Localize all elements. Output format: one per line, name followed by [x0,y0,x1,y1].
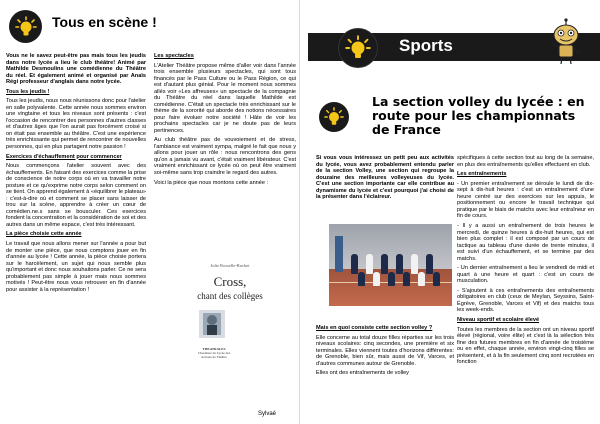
paragraph: Le travail que nous allons mener sur l'année a pour but de monter une pièce, que nous comptons jouer en fin d'année au lycée ! Cette année, la pièce choisie portera sur le harcèlement, un sujet qui nous semble plus qu'important et donc nous souhaitons parler. Ce ne sera probablement pas simple à jouer mais nous sommes motivés ! Peut-être nous vous retrouver en fin d'année pour assister à la représentation ! [6,241,146,293]
robot-mascot-icon [548,18,584,66]
player-figure [373,272,380,286]
player-figure [366,254,373,274]
book-publisher: THEATRALES l'Aventure de Lycée des Actions de Théâtre [197,347,231,359]
subheading: Les entraînements [457,171,507,178]
paragraph: Si vous vous intéressez un petit peu aux activités du lycée, vous avez probablement entendu parler de la section Volley, une section qui regroupe la douzaine des meilleures volleyeuses du lycée. C'est une section importante car elle contribue au dynamisme du lycée et c'est pourquoi j'ai choisi de la présenter dans l'éclaireur. [316,155,454,200]
paragraph: Voici la pièce que nous montons cette année : [154,179,269,186]
paragraph: - Un dernier entraînement a lieu le vendredi de midi et quart à une heure et quart : c'est un cours de musculation. [457,265,594,285]
player-figure [351,254,358,274]
paragraph: L'Atelier Théâtre propose même d'aller voir dans l'année trois ensemble plusieurs spectacles, qui sont tous financés par le Pass Culture ou le Pass Région, ce qui est d'autant plus génial. Pour le moment nous sommes allés voir «Les affreuses» un spectacle de la compagnie du Théâtre du réel dans laquelle Mathilde est comédienne. C'était un spectacle très enrichissant sur le thème de la sororité qui aborde des notions nécessaires pour faire évoluer notre société ! Hâte de voir les prochains spectacles car je ne doute pas de leurs pertinences. [154,62,296,134]
lightbulb-icon [9,10,42,43]
book-cover [182,263,278,383]
paragraph: Elles ont des entraînements de volley [316,370,409,377]
signature: Sylvaé [258,411,277,417]
lightbulb-icon [319,102,349,132]
left-column-2 [154,53,296,189]
paragraph: spécifiques à cette section tout au long de la semaine, en plus des entraînements qu'elles effectuent en club. [457,155,594,168]
paragraph: Tous les jeudis, nous nous réunissons donc pour l'atelier en salle polyvalente. Cette année nous sommes environ une vingtaine et tous les niveaux sont présents : c'est l'occasion de rencontrer des personnes d'autres classes et d'autres âges que l'on aurait pas forcément croisé si on était pas ensemble au théâtre. C'est une expérience très enrichissante qui permet de rencontrer de nouvelles personnes, qui en plus partagent notre passion ! [6,98,146,150]
player-figure [396,254,403,274]
right-column-2 [457,155,594,369]
book-title: Cross, [213,274,247,289]
paragraph: - Un premier entraînement se déroule le lundi de dix-sept à dix-huit heures : c'est un entraînement d'une heure centré sur des exercices sur les appuis, le positionnement ou encore le travail technique qui pratique par le biais de matchs avec leur entraîneur en fin de cours. [457,180,594,220]
subheading: Niveau sportif et scolaire élevé [457,317,540,324]
subheading: Les spectacles [154,53,194,59]
player-figure [411,254,418,274]
player-figure [358,272,365,286]
player-figure [388,272,395,286]
player-figure [403,272,410,286]
paragraph: Nous commençons l'atelier souvent avec des échauffements. En faisant des exercices comme la prise de conscience de notre corps où en va travailler notre posture et ce qu'exprime notre corps selon comment on se tient. On apprend également à «équilibrer le plateau» : c'est-à-dire où et comment se placer sans laisser de trou sur la scène, apprendre à créer un cœur de comédien.ne.s sans se bousculer. Ces exercices fondent la concentration et la considération de soi et des autres dans un même espace, c'est très intéressant. [6,163,146,228]
paragraph: Vous ne le savez peut-être pas mais tous les jeudis dans notre lycée a lieu le club théâtre! Animé par Mathilde Desmoulins une comédienne du Théâtre du réel. Et également animé et organisé par Anaïs Régi professeur d'anglais dans notre lycée. [6,53,146,85]
subheading: Tous les jeudis ! [6,88,50,95]
player-figure [433,272,440,286]
paragraph: Elle concerne au total douze filles réparties sur les trois niveaux scolaires: cinq secondes, une première et six terminales. Elles viennent toutes d'horizons différentes: de Grenoble, bien sûr, mais aussi de Vif, Varces, et d'autres communes autour de Grenoble. [316,334,454,367]
team-photo [329,224,452,306]
player-figure [426,254,433,274]
right-column-1 [316,155,454,204]
subheading: Mais en quoi consiste cette section volley ? [316,325,433,331]
book-subtitle: chant des collèges [197,291,263,301]
paragraph: Au club théâtre pas de vouvoiement et de stress, l'ambiance est vraiment sympa, malgré le fait que nous y allons pour jouer un rôle : nous rencontrons des gens qu'on a jamais vu avant, c'était vraiment libérateur. C'est vraiment enrichissant ce lycée où on peut être vraiment soi-même sans trop craindre le regard des autres. [154,137,296,176]
paragraph: Toutes les membres de la section ont un niveau sportif élevé (régional, voire élite) et c'est là la sélection très fine des futures membres en fin d'année de troisième ou en effet, chaque année, environ vingt-cinq filles se présentent, et à la fin seulement cinq sont recrutées en fonction [457,326,594,366]
subheading: Exercices d'échauffement pour commencer [6,153,122,160]
lightbulb-icon [338,28,378,68]
book-illustration [199,310,225,338]
player-figure [381,254,388,274]
player-figure [418,272,425,286]
section-title: Sports [399,36,453,55]
page-title: Tous en scène ! [52,14,157,30]
article-title: La section volley du lycée : en route pour les championnats de France [372,94,585,137]
paragraph: - S'ajoutent à ces entraînements des entraînements obligatoires en club (ceux de Meylan, Seyssins, Saint-Égrève, Grenoble, Varces et Vif) et des matchs tous les week-ends. [457,287,594,314]
right-column-1-continued [316,325,454,380]
left-column-1 [6,53,146,296]
paragraph: - Il y a aussi un entraînement de trois heures le mercredi, de quinze heures à dix-huit heures, qui est bien plus complet : il est composé par un cours de tactique au tableau d'une durée de trente minutes, il est suivi d'un échauffement, et se termine par des matchs. [457,223,594,262]
book-author: Julie Rosselle-Ruchet [210,263,250,268]
subheading: La pièce choisie cette année [6,231,82,238]
